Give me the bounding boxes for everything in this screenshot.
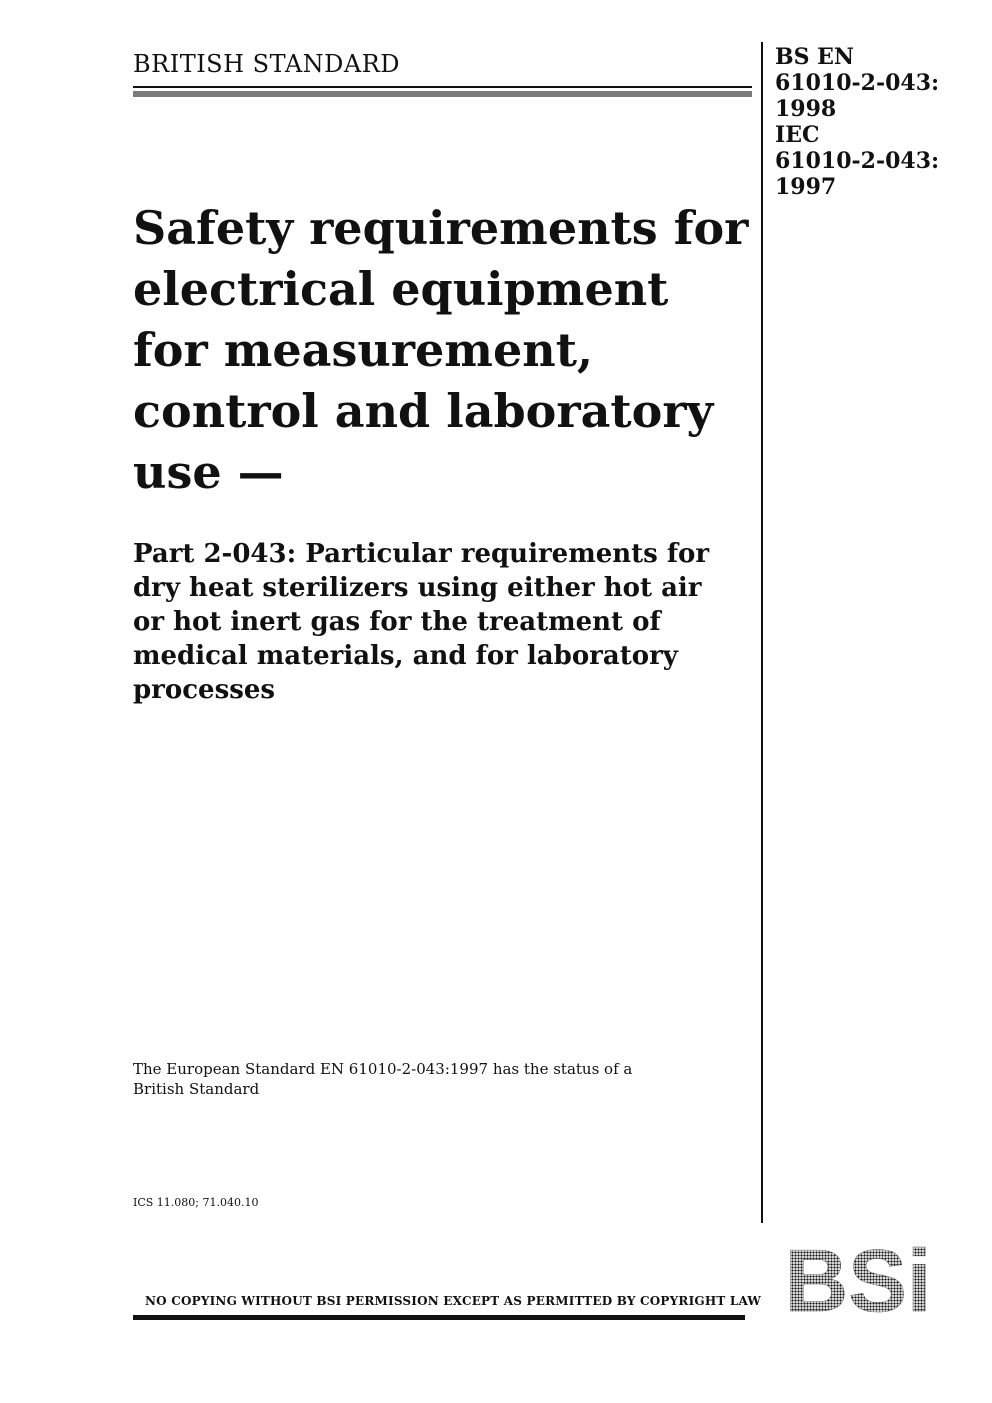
standard-designations (775, 44, 939, 200)
designation-line: 61010-2-043: (775, 70, 940, 96)
title-line: for measurement, (133, 323, 593, 377)
designation-line: IEC (775, 122, 820, 148)
subtitle-line: medical materials, and for laboratory (133, 641, 678, 671)
ics-code: ICS 11.080; 71.040.10 (133, 1196, 259, 1209)
column-divider (761, 42, 763, 1223)
footer-rule (133, 1315, 745, 1320)
status-line: British Standard (133, 1080, 260, 1098)
header-rule (133, 86, 752, 100)
designation-line: BS EN (775, 44, 855, 70)
subtitle-line: processes (133, 675, 276, 705)
title-line: control and laboratory (133, 384, 714, 438)
designation-line: 1997 (775, 174, 837, 200)
title-line: electrical equipment (133, 262, 669, 316)
bsi-logo-icon (770, 1245, 946, 1317)
subtitle-line: or hot inert gas for the treatment of (133, 607, 661, 637)
designation-line: 1998 (775, 96, 837, 122)
designation-line: 61010-2-043: (775, 148, 940, 174)
title-line: use — (133, 445, 284, 499)
subtitle-line: dry heat sterilizers using either hot air (133, 573, 702, 603)
document-subtitle (133, 537, 753, 707)
document-category: BRITISH STANDARD (133, 50, 401, 78)
status-line: The European Standard EN 61010-2-043:1997 has the status of a (133, 1060, 633, 1078)
status-statement (133, 1059, 733, 1099)
header-rule-thin (133, 86, 752, 88)
header-rule-thick (133, 91, 752, 97)
title-line: Safety requirements for (133, 201, 749, 255)
subtitle-line: Part 2-043: Particular requirements for (133, 539, 710, 569)
document-title (133, 198, 753, 503)
copyright-notice: NO COPYING WITHOUT BSI PERMISSION EXCEPT AS PERMITTED BY COPYRIGHT LAW (145, 1294, 762, 1308)
bsi-logo-text: BSi (784, 1245, 932, 1317)
